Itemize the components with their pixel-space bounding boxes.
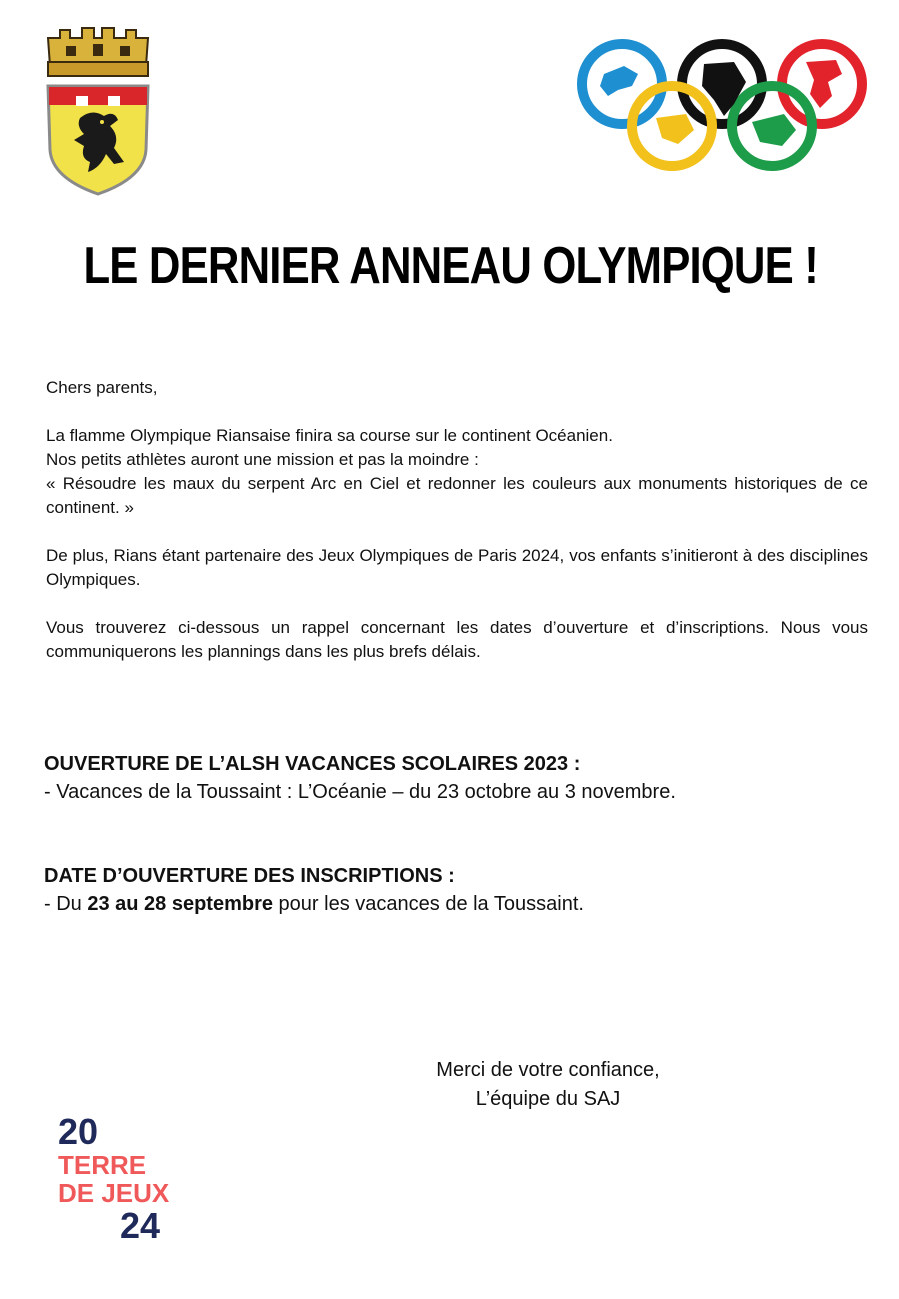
- terre-de-jeux-2024-logo: [56, 1110, 176, 1242]
- mission-quote: « Résoudre les maux du serpent Arc en Ciel et redonner les couleurs aux monuments historiques de ce continent. »: [46, 474, 868, 517]
- greeting: Chers parents,: [46, 378, 158, 397]
- section-item: - Vacances de la Toussaint : L’Océanie – du 23 octobre au 3 novembre.: [44, 781, 676, 803]
- paragraph-line: La flamme Olympique Riansaise finira sa course sur le continent Océanien.: [46, 426, 613, 445]
- signature-team: L’équipe du SAJ: [475, 1088, 621, 1110]
- item-suffix: pour les vacances de la Toussaint.: [273, 893, 584, 915]
- logo-year-bottom: 24: [120, 1205, 161, 1242]
- opening-section: [44, 750, 864, 806]
- page-title: LE DERNIER ANNEAU OLYMPIQUE !: [83, 237, 818, 295]
- rians-coat-of-arms-logo: [40, 22, 156, 198]
- logo-line-terre: TERRE: [58, 1150, 147, 1180]
- item-prefix: - Du: [44, 893, 88, 915]
- registration-dates: 23 au 28 septembre: [87, 893, 273, 915]
- section-heading: DATE D’OUVERTURE DES INSCRIPTIONS :: [44, 865, 455, 887]
- paragraph: Vous trouverez ci-dessous un rappel concernant les dates d’ouverture et d’inscriptions. Nous vous communiquerons les plannings dans les plus brefs délais.: [46, 618, 868, 661]
- signature-line: Merci de votre confiance,: [436, 1059, 660, 1081]
- letter-body: [46, 376, 868, 664]
- paragraph: De plus, Rians étant partenaire des Jeux Olympiques de Paris 2024, vos enfants s’initieront à des disciplines Olympiques.: [46, 546, 868, 589]
- logo-year-top: 20: [58, 1111, 99, 1152]
- logo-line-de-jeux: DE JEUX: [58, 1178, 170, 1208]
- section-heading: OUVERTURE DE L’ALSH VACANCES SCOLAIRES 2023 :: [44, 753, 581, 775]
- olympic-rings-logo: [574, 34, 870, 174]
- registration-section: [44, 862, 864, 918]
- signature: [380, 1056, 716, 1114]
- paragraph-line: Nos petits athlètes auront une mission et pas la moindre :: [46, 450, 479, 469]
- section-item: [44, 890, 864, 918]
